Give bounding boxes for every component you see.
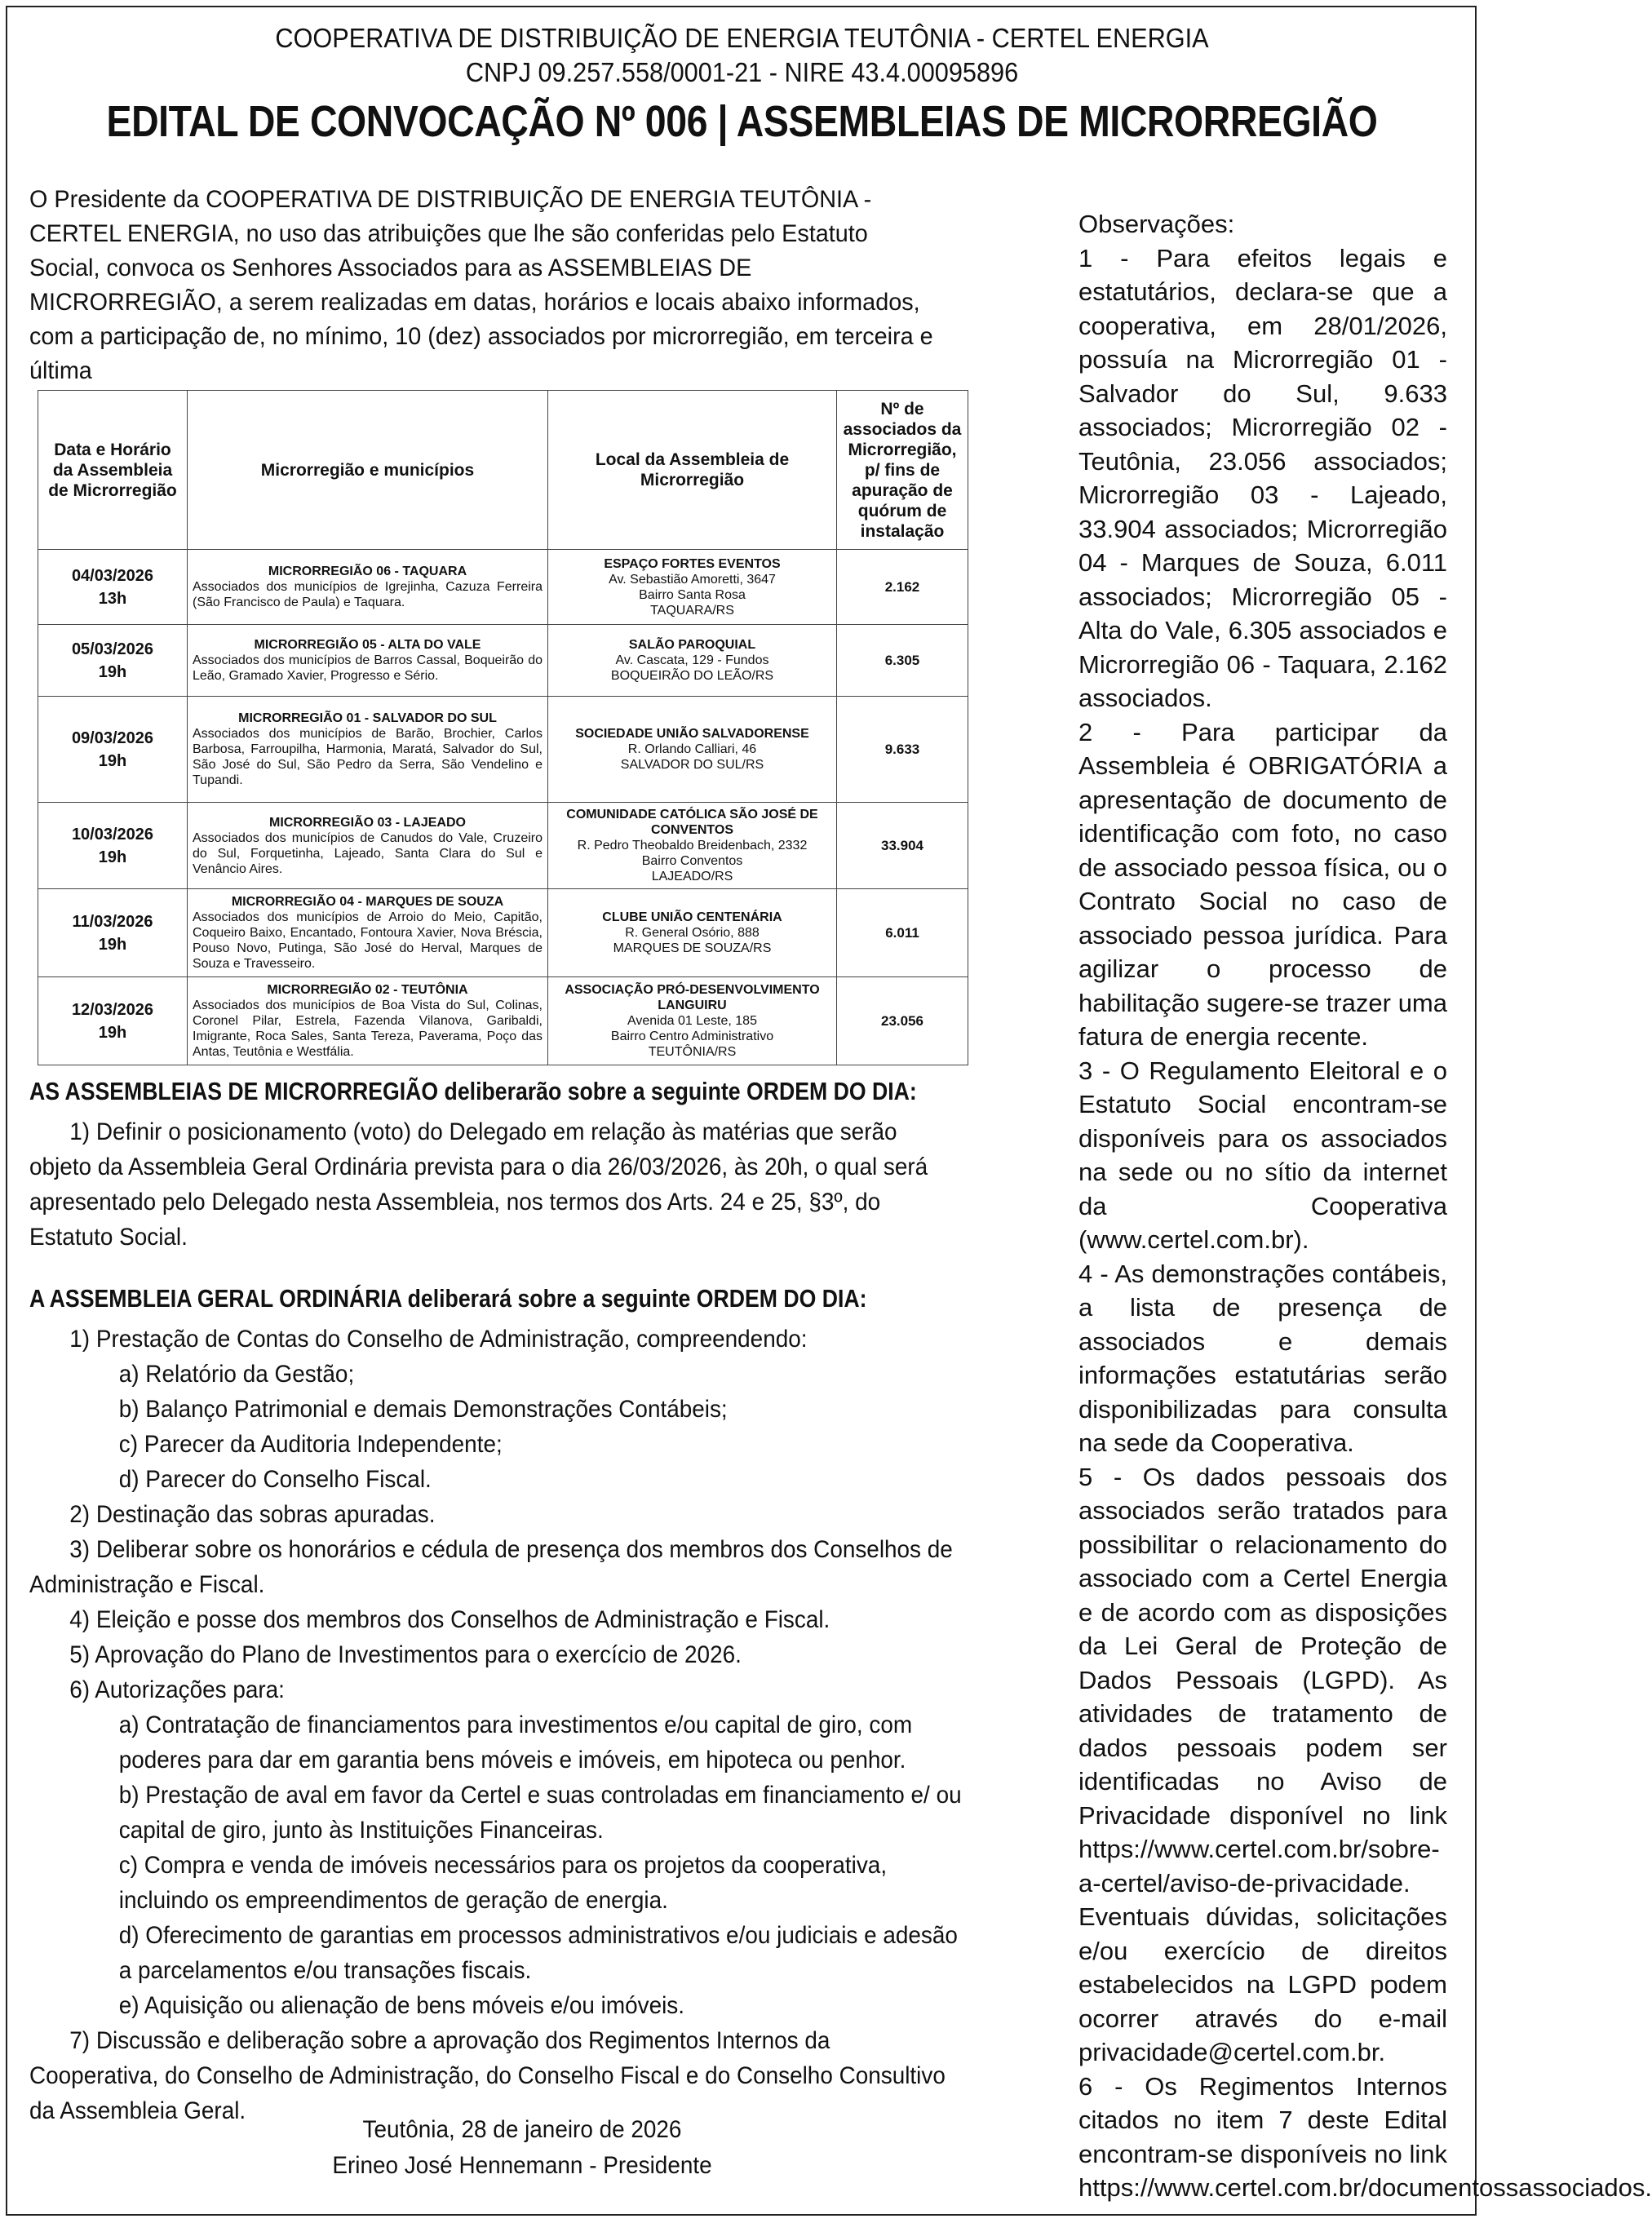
micro-title: MICRORREGIÃO 03 - LAJEADO <box>269 815 466 830</box>
ago-item-6d: d) Oferecimento de garantias em processos administrativos e/ou judiciais e adesão a parcelamentos e/ou transações fiscais. <box>118 1922 958 1984</box>
local-city: MARQUES DE SOUZA/RS <box>613 941 772 955</box>
local-district: Bairro Centro Administrativo <box>610 1030 774 1043</box>
time-text: 13h <box>98 589 127 608</box>
local-city: TAQUARA/RS <box>650 603 734 618</box>
signature-name: Erineo José Hennemann - Presidente <box>332 2152 712 2179</box>
micro-title: MICRORREGIÃO 04 - MARQUES DE SOUZA <box>231 895 504 909</box>
micro-cell <box>188 697 548 803</box>
date-cell <box>38 697 188 803</box>
observacao-1: 1 - Para efeitos legais e estatutários, declara-se que a cooperativa, em 28/01/2026, possuía na Microrregião 01 - Salvador do Sul, 9.633 associados; Microrregião 02 - Teutônia, 23.056 associados; Microrregião 03 - Lajeado, 33.904 associados; Microrregião 04 - Marques de Souza, 6.011 associados; Microrregião 05 - Alta do Vale, 6.305 associados e Microrregião 06 - Taquara, 2.162 associados. <box>1078 243 1447 712</box>
signature-place-date: Teutônia, 28 de janeiro de 2026 <box>362 2116 682 2143</box>
local-district: Bairro Conventos <box>641 854 743 868</box>
table-row <box>38 550 968 625</box>
date-text: 11/03/2026 <box>72 912 153 931</box>
date-text: 12/03/2026 <box>71 1000 154 1019</box>
ago-item-1d: d) Parecer do Conselho Fiscal. <box>118 1466 432 1493</box>
ago-item-1b: b) Balanço Patrimonial e demais Demonstrações Contábeis; <box>118 1396 728 1423</box>
micro-text: Associados dos municípios de Barão, Brochier, Carlos Barbosa, Farroupilha, Harmonia, Maratá, Salvador do Sul, São José do Sul, São Pedro da Serra, São Vendelino e Tupandi. <box>193 727 543 787</box>
date-cell <box>38 625 188 697</box>
local-addr: R. Orlando Calliari, 46 <box>627 742 757 756</box>
local-district: Bairro Santa Rosa <box>639 587 746 602</box>
micro-title: MICRORREGIÃO 02 - TEUTÔNIA <box>267 983 468 997</box>
micro-cell <box>188 625 548 697</box>
ago-item-3: 3) Deliberar sobre os honorários e cédula de presença dos membros dos Conselhos de Administração e Fiscal. <box>29 1536 953 1598</box>
time-text: 19h <box>98 662 127 681</box>
ordem-ago-body <box>29 1322 963 2128</box>
header-local: Local da Assembleia de Microrregião <box>548 391 837 550</box>
micro-cell <box>188 977 548 1065</box>
local-title: ASSOCIAÇÃO PRÓ-DESENVOLVIMENTO LANGUIRU <box>565 983 820 1012</box>
date-cell <box>38 977 188 1065</box>
ago-item-6c: c) Compra e venda de imóveis necessários para os projetos da cooperativa, incluindo os empreendimentos de geração de energia. <box>118 1852 888 1914</box>
edital-title: EDITAL DE CONVOCAÇÃO Nº 006 | ASSEMBLEIAS DE MICRORREGIÃO <box>106 97 1378 146</box>
micro-text: Associados dos municípios de Arroio do Meio, Capitão, Coqueiro Baixo, Encantado, Fontoura Xavier, Nova Bréscia, Pouso Novo, Putinga, São José do Herval, Marques de Souza e Travesseiro. <box>193 910 543 971</box>
ago-item-1a: a) Relatório da Gestão; <box>118 1361 355 1388</box>
local-title: SALÃO PAROQUIAL <box>628 638 756 652</box>
observacao-5: 5 - Os dados pessoais dos associados serão tratados para possibilitar o relacionamento do associado com a Certel Energia e de acordo com as disposições da Lei Geral de Proteção de Dados Pessoais (LGPD). As atividades de tratamento de dados pessoais podem ser identificadas no Aviso de Privacidade disponível no link https://www.certel.com.br/sobre-a-certel/aviso-de-privacidade. Eventuais dúvidas, solicitações e/ou exercício de direitos estabelecidos na LGPD podem ocorrer através do e-mail privacidade@certel.com.br. <box>1078 1462 1447 2066</box>
table-row <box>38 625 968 697</box>
micro-cell <box>188 889 548 977</box>
date-text: 05/03/2026 <box>71 640 154 658</box>
local-addr: Avenida 01 Leste, 185 <box>627 1014 757 1028</box>
date-text: 04/03/2026 <box>71 566 154 585</box>
ago-item-2: 2) Destinação das sobras apuradas. <box>69 1501 436 1528</box>
ago-item-6e: e) Aquisição ou alienação de bens móveis e/ou imóveis. <box>118 1992 685 2019</box>
micro-text: Associados dos municípios de Canudos do Vale, Cruzeiro do Sul, Forquetinha, Lajeado, Santa Clara do Sul e Venâncio Aires. <box>193 830 543 876</box>
micro-title: MICRORREGIÃO 05 - ALTA DO VALE <box>254 638 481 652</box>
observacoes-title: Observações: <box>1078 210 1235 238</box>
local-cell <box>548 977 837 1065</box>
table-header-row <box>38 391 968 550</box>
ago-item-6a: a) Contratação de financiamentos para investimentos e/ou capital de giro, com poderes para dar em garantia bens móveis e imóveis, em hipoteca ou penhor. <box>118 1712 913 1774</box>
observacao-2: 2 - Para participar da Assembleia é OBRIGATÓRIA a apresentação de documento de identificação com foto, no caso de associado pessoa física, ou o Contrato Social no caso de associado pessoa jurídica. Para agilizar o processo de habilitação sugere-se trazer uma fatura de energia recente. <box>1078 717 1447 1051</box>
local-cell <box>548 625 837 697</box>
table-row <box>38 803 968 889</box>
table-row <box>38 977 968 1065</box>
local-addr: R. General Osório, 888 <box>625 926 760 940</box>
cnpj-nire: CNPJ 09.257.558/0001-21 - NIRE 43.4.00095896 <box>465 57 1019 87</box>
local-addr: Av. Sebastião Amoretti, 3647 <box>609 572 776 587</box>
local-addr: Av. Cascata, 129 - Fundos <box>615 653 769 667</box>
date-cell <box>38 803 188 889</box>
ago-item-6b: b) Prestação de aval em favor da Certel e suas controladas em financiamento e/ ou capital de giro, junto às Instituições Financeiras. <box>118 1782 962 1844</box>
num-cell: 33.904 <box>837 803 968 889</box>
micro-text: Associados dos municípios de Igrejinha, Cazuza Ferreira (São Francisco de Paula) e Taquara. <box>193 580 543 609</box>
date-cell <box>38 889 188 977</box>
micro-title: MICRORREGIÃO 06 - TAQUARA <box>268 565 467 578</box>
local-city: BOQUEIRÃO DO LEÃO/RS <box>610 669 774 683</box>
ago-item-1: 1) Prestação de Contas do Conselho de Administração, compreendendo: <box>69 1326 808 1353</box>
intro-paragraph: O Presidente da COOPERATIVA DE DISTRIBUIÇÃO DE ENERGIA TEUTÔNIA - CERTEL ENERGIA, no uso das atribuições que lhe são conferidas pelo Estatuto Social, convoca os Senhores Associados para as ASSEMBLEIAS DE MICRORREGIÃO, a serem realizadas em datas, horários e locais abaixo informados, com a participação de, no mínimo, 10 (dez) associados por microrregião, em terceira e última <box>29 186 933 384</box>
ordem-ago-title: A ASSEMBLEIA GERAL ORDINÁRIA deliberará sobre a seguinte ORDEM DO DIA: <box>29 1284 867 1313</box>
local-title: SOCIEDADE UNIÃO SALVADORENSE <box>575 727 809 741</box>
table-row <box>38 697 968 803</box>
local-cell <box>548 550 837 625</box>
time-text: 19h <box>98 935 127 954</box>
local-city: SALVADOR DO SUL/RS <box>620 758 764 772</box>
date-cell <box>38 550 188 625</box>
local-title: COMUNIDADE CATÓLICA SÃO JOSÉ DE CONVENTOS <box>566 808 818 837</box>
assemblies-table <box>38 390 968 1065</box>
header-date: Data e Horário da Assembleia de Microrregião <box>38 391 188 550</box>
header-micro: Microrregião e municípios <box>188 391 548 550</box>
ago-item-5: 5) Aprovação do Plano de Investimentos para o exercício de 2026. <box>69 1641 742 1668</box>
local-city: TEUTÔNIA/RS <box>648 1045 737 1059</box>
micro-cell <box>188 803 548 889</box>
micro-text: Associados dos municípios de Barros Cassal, Boqueirão do Leão, Gramado Xavier, Progresso e Sério. <box>193 653 543 683</box>
local-title: ESPAÇO FORTES EVENTOS <box>604 556 781 571</box>
cooperative-name: COOPERATIVA DE DISTRIBUIÇÃO DE ENERGIA TEUTÔNIA - CERTEL ENERGIA <box>275 23 1209 53</box>
table-row <box>38 889 968 977</box>
num-cell: 2.162 <box>837 550 968 625</box>
ago-item-6: 6) Autorizações para: <box>69 1676 285 1703</box>
num-cell: 6.305 <box>837 625 968 697</box>
observacao-4: 4 - As demonstrações contábeis, a lista de presença de associados e demais informações estatutárias serão disponibilizadas para consulta na sede da Cooperativa. <box>1078 1259 1447 1457</box>
local-title: CLUBE UNIÃO CENTENÁRIA <box>602 910 782 924</box>
local-cell <box>548 889 837 977</box>
micro-cell <box>188 550 548 625</box>
time-text: 19h <box>98 848 127 866</box>
time-text: 19h <box>98 1023 127 1042</box>
num-cell: 23.056 <box>837 977 968 1065</box>
num-cell: 9.633 <box>837 697 968 803</box>
local-addr: R. Pedro Theobaldo Breidenbach, 2332 <box>577 839 808 852</box>
header-num: Nº de associados da Microrregião, p/ fins de apuração de quórum de instalação <box>837 391 968 550</box>
date-text: 09/03/2026 <box>71 728 154 747</box>
local-city: LAJEADO/RS <box>651 870 733 883</box>
local-cell <box>548 697 837 803</box>
observacao-3: 3 - O Regulamento Eleitoral e o Estatuto Social encontram-se disponíveis para os associados na sede ou no sítio da internet da Cooperativa (www.certel.com.br). <box>1078 1056 1447 1254</box>
observacoes-column <box>1078 207 1652 2205</box>
micro-text: Associados dos municípios de Boa Vista do Sul, Colinas, Coronel Pilar, Estrela, Fazenda Vilanova, Garibaldi, Imigrante, Roca Sales, Santa Tereza, Paverama, Poço das Antas, Teutônia e Westfália. <box>193 999 543 1059</box>
ordem-microrregiao-body <box>29 1114 963 1255</box>
ago-item-7: 7) Discussão e deliberação sobre a aprovação dos Regimentos Internos da Cooperativa, do Conselho de Administração, do Conselho Fiscal e do Conselho Consultivo da Assembleia Geral. <box>29 2027 946 2124</box>
ago-item-1c: c) Parecer da Auditoria Independente; <box>118 1431 503 1458</box>
num-cell: 6.011 <box>837 889 968 977</box>
ordem-microrregiao-title: AS ASSEMBLEIAS DE MICRORREGIÃO deliberarão sobre a seguinte ORDEM DO DIA: <box>29 1077 917 1105</box>
observacao-6: 6 - Os Regimentos Internos citados no item 7 deste Edital encontram-se disponíveis no link https://www.certel.com.br/documentossassociados. <box>1078 2071 1652 2202</box>
ordem-microrregiao-item-1: 1) Definir o posicionamento (voto) do Delegado em relação às matérias que serão objeto da Assembleia Geral Ordinária prevista para o dia 26/03/2026, às 20h, o qual será apresentado pelo Delegado nesta Assembleia, nos termos dos Arts. 24 e 25, §3º, do Estatuto Social. <box>29 1118 928 1251</box>
time-text: 19h <box>98 751 127 770</box>
ago-item-4: 4) Eleição e posse dos membros dos Conselhos de Administração e Fiscal. <box>69 1606 830 1633</box>
micro-title: MICRORREGIÃO 01 - SALVADOR DO SUL <box>238 711 497 725</box>
intro-block <box>29 183 968 388</box>
date-text: 10/03/2026 <box>71 825 154 844</box>
local-cell <box>548 803 837 889</box>
